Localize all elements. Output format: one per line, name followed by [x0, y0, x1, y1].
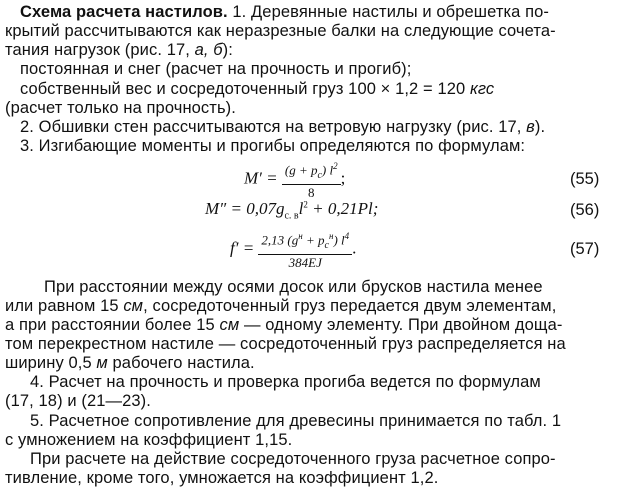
formula-56: $M'' = 0,07g_{с. в}l^2 + 0,21Pl$; — [205, 199, 379, 222]
text-line: При расстоянии между осями досок или брусков настила менее — [44, 278, 543, 296]
text-line: 3. Изгибающие моменты и прогибы определяются по формулам: — [20, 137, 526, 155]
text-line: (17, 18) и (21—23). — [5, 392, 151, 410]
text-line: 4. Расчет на прочность и проверка прогиба ведется по формулам — [30, 373, 541, 391]
text-line: или равном 15 см, сосредоточенный груз передается двум элементам, — [5, 297, 557, 315]
text-line: ширину 0,5 м рабочего настила. — [5, 354, 255, 372]
formula-57: f′ = $\frac{2,13 (g^н + p_с^н) l^4}{384EJ}$ . — [230, 228, 356, 271]
formula-55: M′ = $\frac{(g + p_c) l^2}{8}$ ; — [244, 158, 345, 201]
equation-number: (57) — [570, 240, 600, 258]
text-line: том перекрестном настиле — сосредоточенный груз распределяется на — [5, 335, 566, 353]
section-heading: Схема расчета настилов. — [20, 3, 228, 21]
text-line: собственный вес и сосредоточенный груз 100 × 1,2 = 120 кгс — [20, 80, 495, 98]
fraction: $\frac{2,13 (g^н + p_с^н) l^4}{384EJ}$ — [258, 228, 352, 271]
text-line: (расчет только на прочность). — [5, 99, 236, 117]
fraction: $\frac{(g + p_c) l^2}{8}$ — [282, 158, 341, 201]
text-line: Схема расчета настилов. 1. Деревянные настилы и обрешетка по- — [20, 3, 550, 21]
equation-number: (56) — [570, 201, 600, 219]
text-line: постоянная и снег (расчет на прочность и прогиб); — [20, 60, 412, 78]
text-line: а при расстоянии более 15 см — одному элементу. При двойном доща- — [5, 316, 563, 334]
text-line: тания нагрузок (рис. 17, а, б): — [5, 41, 233, 59]
text-line: При расчете на действие сосредоточенного груза расчетное сопро- — [30, 450, 556, 468]
text-line: 2. Обшивки стен рассчитываются на ветровую нагрузку (рис. 17, в). — [20, 118, 546, 136]
text-line: крытий рассчитываются как неразрезные балки на следующие сочета- — [5, 22, 556, 40]
text-line: 5. Расчетное сопротивление для древесины принимается по табл. 1 — [30, 412, 562, 430]
text-line: тивление, кроме того, умножается на коэффициент 1,2. — [5, 469, 439, 487]
text-line: с умножением на коэффициент 1,15. — [5, 431, 293, 449]
equation-number: (55) — [570, 170, 600, 188]
